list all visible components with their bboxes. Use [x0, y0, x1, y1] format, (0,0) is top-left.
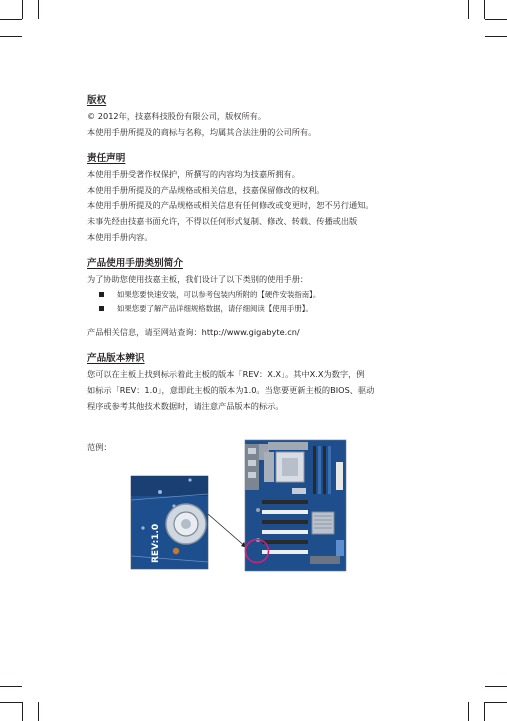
revision-line-2: 如标示「REV：1.0」，意即此主板的版本为1.0。当您要更新主板的BIOS、驱动 — [87, 384, 375, 395]
revision-line-3: 程序或参考其他技术数据时，请注意产品版本的标示。 — [87, 400, 284, 411]
revision-line-1: 您可以在主板上找到标示着此主板的版本「REV：X.X」。其中X.X为数字，例 — [87, 369, 365, 380]
website-line[interactable]: 产品相关信息，请至网站查询：http://www.gigabyte.cn/ — [87, 326, 300, 337]
motherboard-photo — [245, 440, 346, 571]
example-label: 范例： — [87, 442, 112, 452]
leader-line — [208, 514, 247, 548]
board-revision-text: REV:1.0 — [151, 523, 161, 563]
disclaimer-line-3: 本使用手册所提及的产品规格或相关信息有任何修改或变更时，恕不另行通知。 — [87, 200, 374, 211]
copyright-line-1: © 2012年，技嘉科技股份有限公司，版权所有。 — [87, 111, 267, 121]
manual-types-heading: 产品使用手册类别简介 — [87, 258, 183, 270]
disclaimer-line-4: 未事先经由技嘉书面允许，不得以任何形式复制、修改、转载、传播或出版 — [87, 215, 358, 226]
disclaimer-line-1: 本使用手册受著作权保护，所撰写的内容均为技嘉所拥有。 — [87, 169, 300, 180]
copyright-line-2: 本使用手册所提及的商标与名称，均属其合法注册的公司所有。 — [87, 126, 317, 137]
board-zoom-inset — [131, 476, 208, 569]
disclaimer-heading: 责任声明 — [87, 153, 126, 165]
bullet-text: 如果您要了解产品详细规格数据，请仔细阅读【使用手册】。 — [117, 303, 313, 313]
manual-types-intro: 为了协助您使用技嘉主板，我们设计了以下类别的使用手册： — [87, 274, 309, 285]
revision-heading: 产品版本辨识 — [87, 353, 145, 365]
disclaimer-line-2: 本使用手册所提及的产品规格或相关信息，技嘉保留修改的权利。 — [87, 184, 325, 195]
copyright-heading: 版权 — [87, 95, 107, 106]
bullet-text: 如果您要快速安装，可以参考包装内所附的【硬件安装指南】。 — [117, 289, 321, 299]
disclaimer-line-5: 本使用手册内容。 — [87, 231, 153, 242]
